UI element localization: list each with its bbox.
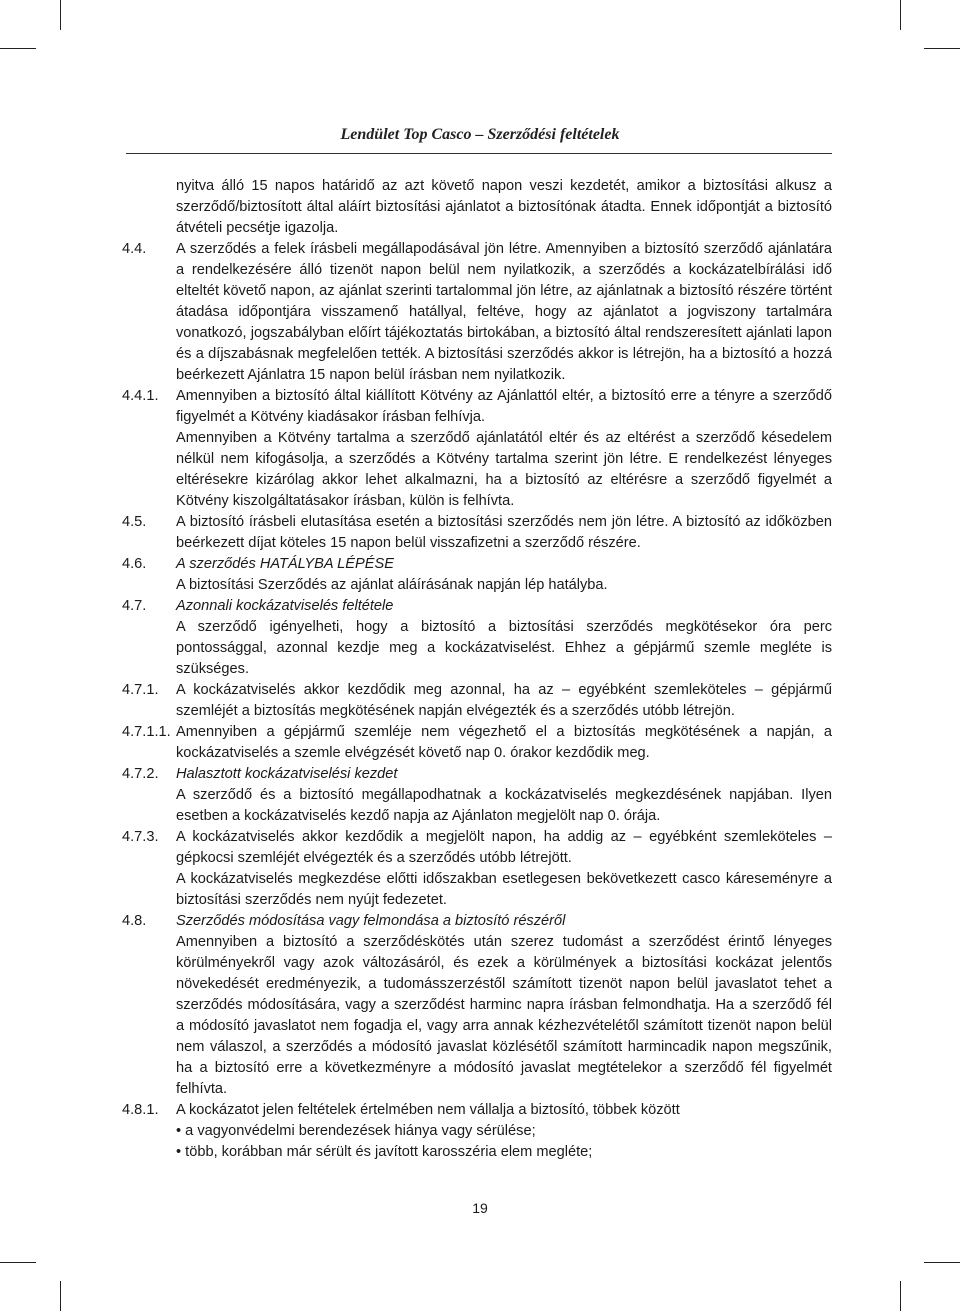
section-number [122,1121,176,1142]
paragraph-text: • a vagyonvédelmi berendezések hiánya vagy sérülése; [176,1123,536,1139]
section-number: 4.6. [122,556,147,572]
paragraph-text: A szerződő és a biztosító megállapodhatnak a kockázatviselés megkezdésének napjában. Ilyen esetben a kockázatviselés kezdő napja az Ajánlaton megjelölt nap 0. órája. [176,787,832,824]
paragraph-text: A kockázatot jelen feltételek értelmében nem vállalja a biztosító, többek között [176,1102,680,1118]
document-paragraph [122,239,832,386]
document-paragraph [122,764,832,785]
document-paragraph [122,596,832,617]
section-number: 4.4.1. [122,388,159,404]
section-heading: Halasztott kockázatviselési kezdet [176,766,398,782]
header-rule [126,153,832,154]
paragraph-text: A biztosítási Szerződés az ajánlat aláírásának napján lép hatályba. [176,577,608,593]
section-number [122,428,176,512]
document-paragraph [122,827,832,869]
section-number: 4.5. [122,514,147,530]
section-number: 4.7.1. [122,682,159,698]
section-number [122,176,176,239]
document-paragraph [122,869,832,911]
section-number: 4.8. [122,913,147,929]
document-paragraph [122,512,832,554]
document-paragraph [122,785,832,827]
section-number: 4.7.3. [122,829,159,845]
document-paragraph [122,1142,832,1163]
crop-mark [924,48,960,49]
paragraph-text: A kockázatviselés akkor kezdődik a megjelölt napon, ha addig az – egyébként szemleköteles – gépkocsi szemléjét elvégezték és a szerződés utóbb létrejött. [176,829,832,866]
document-paragraph [122,722,832,764]
crop-mark [900,1281,901,1311]
paragraph-text: • több, korábban már sérült és javított karosszéria elem megléte; [176,1144,593,1160]
section-number [122,785,176,827]
crop-mark [60,1281,61,1311]
section-heading: Azonnali kockázatviselés feltétele [176,598,394,614]
crop-mark [0,1262,36,1263]
section-number: 4.7. [122,598,147,614]
paragraph-text: A kockázatviselés megkezdése előtti időszakban esetlegesen bekövetkezett casco káreseményre a biztosítási szerződés nem nyújt fedezetet. [176,871,832,908]
paragraph-text: nyitva álló 15 napos határidő az azt követő napon veszi kezdetét, amikor a biztosítási alkusz a szerződő/biztosított által aláírt biztosítási ajánlatot a biztosítónak átadta. Ennek időpontját a biztosító átvételi pecsétje igazolja. [176,178,832,236]
section-number: 4.8.1. [122,1102,159,1118]
document-paragraph [122,554,832,575]
section-number [122,575,176,596]
page-header: Lendület Top Casco – Szerződési feltételek [340,126,620,143]
paragraph-text: Amennyiben a biztosító a szerződéskötés után szerez tudomást a szerződést érintő lényeges körülményekről vagy azok változásáról, és ezek a körülmények a biztosítási kockázat jelentős növekedését eredményezik, a tudomásszerzéstől számított tizenöt napon belül javaslatot tehet a szerződés módosítására, vagy a szerződést harminc napra írásban felmondhatja. Ha a szerződő fél a módosító javaslatot nem fogadja el, vagy arra annak kézhezvételétől számított tizenöt napon belül nem válaszol, a szerződés a módosító javaslat közlésétől számított harmincadik napon megszűnik, ha a biztosító erre a következményre a módosító javaslat megtételekor a szerződő fél figyelmét felhívta. [176,934,832,1097]
section-number: 4.7.2. [122,766,159,782]
section-number: 4.4. [122,241,147,257]
crop-mark [924,1262,960,1263]
crop-mark [0,48,36,49]
section-heading: Szerződés módosítása vagy felmondása a biztosító részéről [176,913,566,929]
section-number [122,869,176,911]
document-paragraph [122,911,832,932]
document-paragraph [122,680,832,722]
section-number [122,932,176,1100]
document-paragraph [122,1121,832,1142]
paragraph-text: A szerződő igényelheti, hogy a biztosító a biztosítási szerződés megkötésekor óra perc pontossággal, azonnal kezdje meg a kockázatviselést. Ehhez a gépjármű szemle megléte is szükséges. [176,619,832,677]
paragraph-text: A kockázatviselés akkor kezdődik meg azonnal, ha az – egyébként szemleköteles – gépjármű szemléjét a biztosítás megkötésének napján elvégezték és a szerződés utóbb létrejön. [176,682,832,719]
paragraph-text: Amennyiben a gépjármű szemléje nem végezhető el a biztosítás megkötésének a napján, a kockázatviselés a szemle elvégzését követő nap 0. órakor kezdődik meg. [176,724,832,761]
document-paragraph [122,386,832,428]
document-paragraph [122,428,832,512]
document-paragraph [122,1100,832,1121]
document-body [122,176,832,1163]
paragraph-text: Amennyiben a biztosító által kiállított Kötvény az Ajánlattól eltér, a biztosító erre a tényre a szerződő figyelmét a Kötvény kiadásakor írásban felhívja. [176,388,832,425]
paragraph-text: A szerződés a felek írásbeli megállapodásával jön létre. Amennyiben a biztosító szerződő ajánlatára a rendelkezésére álló tizenöt napon belül nem nyilatkozik, a szerződés a kockázatelbírálási idő elteltét követő napon, az ajánlat szerinti tartalommal jön létre, az ajánlatnak a biztosító részére történt átadása időpontjára visszamenő hatállyal, feltéve, hogy az ajánlatot a jogviszony tartalmára vonatkozó, jogszabályban előírt tájékoztatás birtokában, a biztosító által rendszeresített ajánlati lapon és a díjszabásnak megfelelően tették. A biztosítási szerződés akkor is létrejön, ha a biztosító a hozzá beérkezett Ajánlatra 15 napon belül írásban nem nyilatkozik. [176,241,832,383]
paragraph-text: A biztosító írásbeli elutasítása esetén a biztosítási szerződés nem jön létre. A biztosító az időközben beérkezett díjat köteles 15 napon belül visszafizetni a szerződő részére. [176,514,832,551]
document-paragraph [122,932,832,1100]
document-paragraph [122,176,832,239]
section-heading: A szerződés HATÁLYBA LÉPÉSE [176,556,394,572]
section-number [122,617,176,680]
section-number: 4.7.1.1. [122,724,171,740]
paragraph-text: Amennyiben a Kötvény tartalma a szerződő ajánlatától eltér és az eltérést a szerződő késedelem nélkül nem kifogásolja, a szerződés a Kötvény tartalma szerint jön létre. E rendelkezést lényeges eltérésekre kizárólag akkor lehet alkalmazni, ha a biztosító az eltérésre a szerződő figyelmét a Kötvény kiszolgáltatásakor írásban, külön is felhívta. [176,430,832,509]
document-paragraph [122,575,832,596]
page-number: 19 [472,1200,488,1216]
crop-mark [60,0,61,30]
section-number [122,1142,176,1163]
crop-mark [900,0,901,30]
document-paragraph [122,617,832,680]
